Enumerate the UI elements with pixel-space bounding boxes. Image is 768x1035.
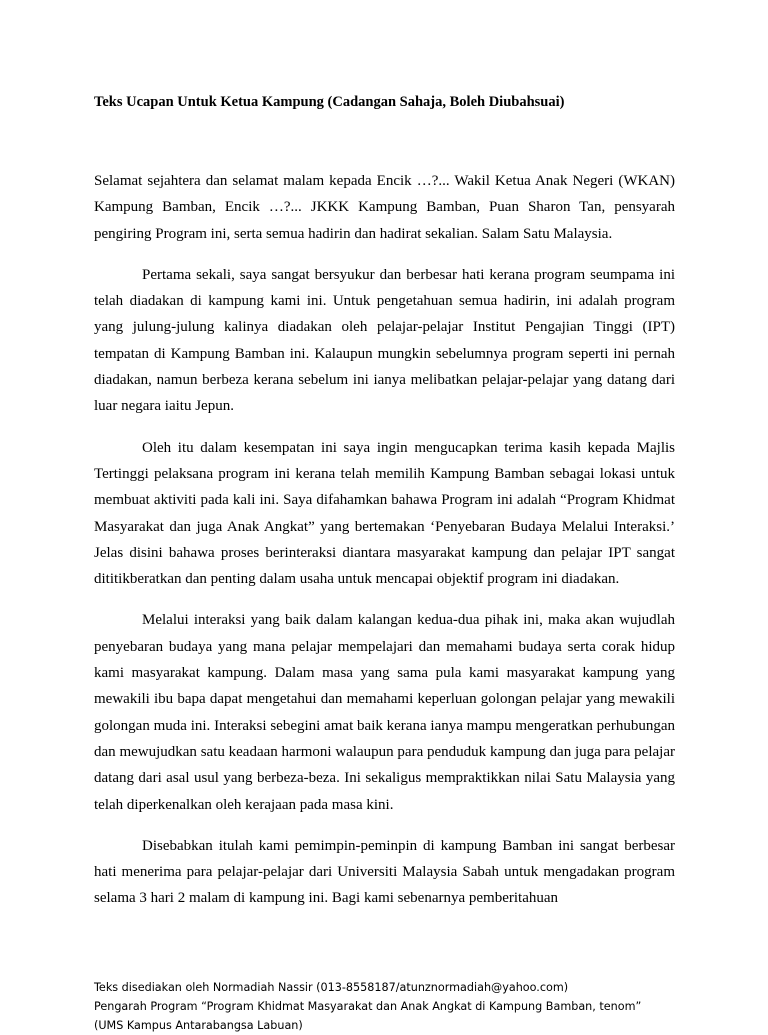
document-body xyxy=(94,168,675,927)
page-footer xyxy=(94,978,754,1032)
document-title: Teks Ucapan Untuk Ketua Kampung (Cadangan Sahaja, Boleh Diubahsuai) xyxy=(94,94,565,110)
footer-director-line: Pengarah Program “Program Khidmat Masyarakat dan Anak Angkat di Kampung Bamban, tenom” xyxy=(94,1000,642,1013)
paragraph-welcome: Disebabkan itulah kami pemimpin-peminpin di kampung Bamban ini sangat berbesar hati menerima para pelajar-pelajar dari Universiti Malaysia Sabah untuk mengadakan program selama 3 hari 2 malam di kampung ini. Bagi kami sebenarnya pemberitahuan xyxy=(94,837,675,907)
paragraph-interaction: Melalui interaksi yang baik dalam kalangan kedua-dua pihak ini, maka akan wujudlah penyebaran budaya yang mana pelajar mempelajari dan memahami budaya serta corak hidup kami masyarakat kampung. Dalam masa yang sama pula kami masyarakat kampung yang mewakili ibu bapa dapat mengetahui dan memahami keperluan golongan pelajar yang mewakili golongan muda ini. Interaksi sebegini amat baik kerana ianya mampu mengeratkan perhubungan dan mewujudkan satu keadaan harmoni walaupun para penduduk kampung dan juga para pelajar datang dari asal usul yang berbeza-beza. Ini sekaligus mempraktikkan nilai Satu Malaysia yang telah diperkenalkan oleh kerajaan pada masa kini. xyxy=(94,612,675,813)
paragraph-greeting: Selamat sejahtera dan selamat malam kepada Encik …?... Wakil Ketua Anak Negeri (WKAN) Kampung Bamban, Encik …?... JKKK Kampung Bamban, Puan Sharon Tan, pensyarah pengiring Program ini, serta semua hadirin dan hadirat sekalian. Salam Satu Malaysia. xyxy=(94,173,675,242)
paragraph-gratitude: Pertama sekali, saya sangat bersyukur dan berbesar hati kerana program seumpama ini telah diadakan di kampung kami ini. Untuk pengetahuan semua hadirin, ini adalah program yang julung-julung kalinya diadakan oleh pelajar-pelajar Institut Pengajian Tinggi (IPT) tempatan di Kampung Bamban ini. Kalaupun mungkin sebelumnya program seperti ini pernah diadakan, namun berbeza kerana sebelum ini ianya melibatkan pelajar-pelajar yang datang dari luar negara iaitu Jepun. xyxy=(94,266,675,415)
footer-author-line: Teks disediakan oleh Normadiah Nassir (013-8558187/atunznormadiah@yahoo.com) xyxy=(94,981,569,994)
footer-campus-line: (UMS Kampus Antarabangsa Labuan) xyxy=(94,1019,303,1032)
paragraph-thanks: Oleh itu dalam kesempatan ini saya ingin mengucapkan terima kasih kepada Majlis Tertinggi pelaksana program ini kerana telah memilih Kampung Bamban sebagai lokasi untuk membuat aktiviti pada kali ini. Saya difahamkan bahawa Program ini adalah “Program Khidmat Masyarakat dan juga Anak Angkat” yang bertemakan ‘Penyebaran Budaya Melalui Interaksi.’ Jelas disini bahawa proses berinteraksi diantara masyarakat kampung dan pelajar IPT sangat dititikberatkan dan penting dalam usaha untuk mencapai objektif program ini diadakan. xyxy=(94,439,675,588)
